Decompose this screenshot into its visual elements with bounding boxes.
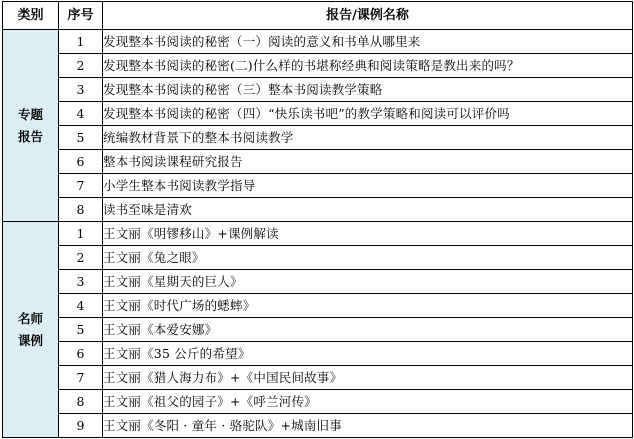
row-title: 小学生整本书阅读教学指导 — [103, 174, 633, 198]
table-row — [3, 54, 633, 78]
header-number: 序号 — [59, 2, 103, 30]
row-number: 2 — [59, 54, 103, 78]
row-title: 发现整本书阅读的秘密（三）整本书阅读教学策略 — [103, 78, 633, 102]
header-name: 报告/课例名称 — [103, 2, 633, 30]
row-number: 8 — [59, 390, 103, 414]
row-title: 王文丽《冬阳 · 童年 · 骆驼队》+城南旧事 — [103, 414, 633, 438]
row-number: 5 — [59, 126, 103, 150]
row-title: 王文丽《猎人海力布》+《中国民间故事》 — [103, 366, 633, 390]
row-title: 王文丽《35 公斤的希望》 — [103, 342, 633, 366]
category-cell — [3, 30, 59, 222]
row-title: 读书至味是清欢 — [103, 198, 633, 222]
row-number: 9 — [59, 414, 103, 438]
row-title: 发现整本书阅读的秘密（四）“快乐读书吧”的教学策略和阅读可以评价吗 — [103, 102, 633, 126]
header-row — [3, 2, 633, 30]
table-row — [3, 222, 633, 246]
row-number: 5 — [59, 318, 103, 342]
table-row — [3, 198, 633, 222]
row-number: 6 — [59, 150, 103, 174]
row-number: 7 — [59, 174, 103, 198]
category-label: 专题 — [17, 106, 43, 122]
table-row — [3, 150, 633, 174]
table-row — [3, 294, 633, 318]
table-row — [3, 126, 633, 150]
table-row — [3, 246, 633, 270]
row-title: 王文丽《星期天的巨人》 — [103, 270, 633, 294]
row-title: 发现整本书阅读的秘密(二)什么样的书堪称经典和阅读策略是教出来的吗？ — [103, 54, 633, 78]
row-title: 王文丽《时代广场的蟋蟀》 — [103, 294, 633, 318]
table-row — [3, 414, 633, 438]
row-number: 6 — [59, 342, 103, 366]
table-row — [3, 318, 633, 342]
table-row — [3, 174, 633, 198]
header-category: 类别 — [3, 2, 59, 30]
category-label: 课例 — [17, 332, 43, 348]
row-title: 王文丽《祖父的园子》+《呼兰河传》 — [103, 390, 633, 414]
table-row — [3, 390, 633, 414]
row-number: 2 — [59, 246, 103, 270]
row-title: 王文丽《本爱安娜》 — [103, 318, 633, 342]
row-title: 统编教材背景下的整本书阅读教学 — [103, 126, 633, 150]
row-number: 1 — [59, 30, 103, 54]
row-title: 整本书阅读课程研究报告 — [103, 150, 633, 174]
row-number: 4 — [59, 294, 103, 318]
report-table — [2, 1, 633, 438]
table-row — [3, 270, 633, 294]
row-number: 3 — [59, 78, 103, 102]
row-number: 4 — [59, 102, 103, 126]
category-label: 名师 — [17, 310, 43, 326]
row-number: 1 — [59, 222, 103, 246]
row-number: 8 — [59, 198, 103, 222]
table-row — [3, 342, 633, 366]
row-number: 7 — [59, 366, 103, 390]
table-body — [3, 30, 633, 438]
row-title: 发现整本书阅读的秘密（一）阅读的意义和书单从哪里来 — [103, 30, 633, 54]
row-title: 王文丽《明镠移山》+课例解读 — [103, 222, 633, 246]
category-label: 报告 — [17, 128, 43, 144]
row-title: 王文丽《兔之眼》 — [103, 246, 633, 270]
table-row — [3, 78, 633, 102]
table-row — [3, 30, 633, 54]
table-row — [3, 366, 633, 390]
table-row — [3, 102, 633, 126]
category-cell — [3, 222, 59, 438]
row-number: 3 — [59, 270, 103, 294]
